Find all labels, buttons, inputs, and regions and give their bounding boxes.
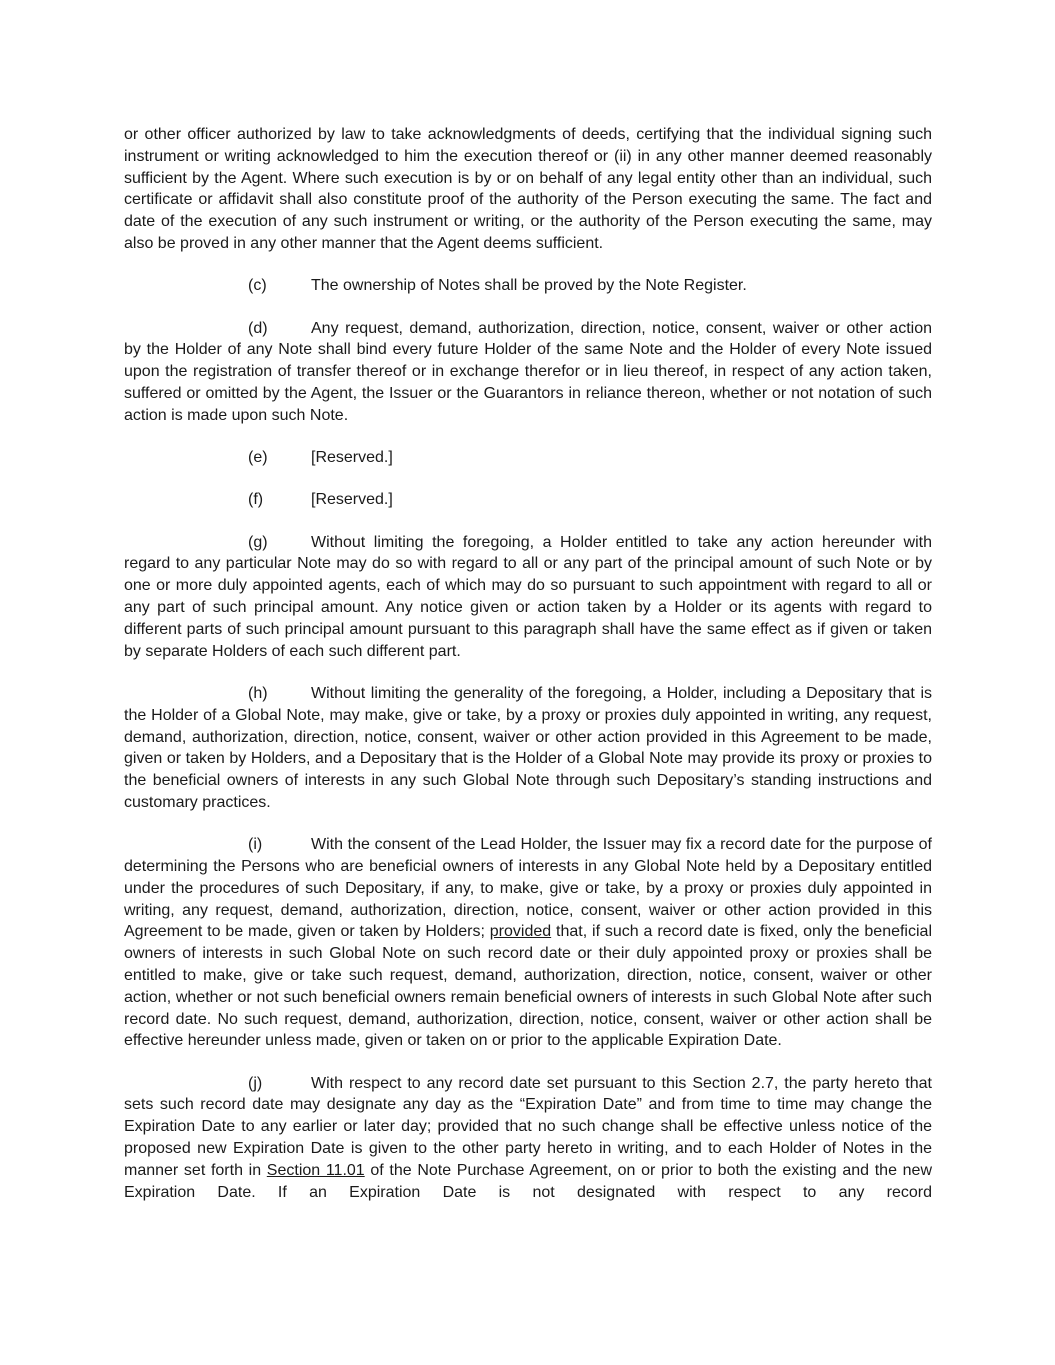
paragraph-c [124, 275, 932, 297]
item-label-e: (e) [248, 449, 268, 467]
paragraph-j [124, 1073, 932, 1204]
paragraph-h-text: Without limiting the generality of the foregoing, a Holder, including a Depositary that is the Holder of a Global Note, may make, give or take, by a proxy or proxies duly appointed in writing, any request, demand, authorization, direction, notice, consent, waiver or other action provided in this Agreement to be made, given or taken by Holders, and a Depositary that is the Holder of a Global Note may provide its proxy or proxies to the beneficial owners of interests in any such Global Note through such Depositary’s standing instructions and customary practices. [124, 684, 932, 811]
provided-underlined-term: provided [489, 923, 552, 941]
paragraph-i-text-before: With the consent of the Lead Holder, the Issuer may fix a record date for the purpose of determining the Persons who are beneficial owners of interests in any Global Note held by a Depositary entitled under the procedures of such Depositary, if any, to make, give or take, by a proxy or proxies duly appointed in writing, any request, demand, authorization, direction, notice, consent, waiver or other action provided in this Agreement to be made, given or taken by Holders; [124, 836, 932, 941]
item-label-h: (h) [248, 684, 268, 702]
item-label-i: (i) [248, 836, 263, 854]
item-label-g: (g) [248, 533, 268, 551]
paragraph-e [124, 447, 932, 469]
paragraph-j-text-before: With respect to any record date set pursuant to this Section 2.7, the party hereto that sets such record date may designate any day as the “Expiration Date” and from time to time may change the Expiration Date to any earlier or later day; provided that no such change shall be effective unless notice of the proposed new Expiration Date is given to the other party hereto in writing, and to each Holder of Notes in the manner set forth in [124, 1074, 932, 1179]
paragraph-e-text: [Reserved.] [311, 449, 393, 467]
paragraph-d [124, 318, 932, 427]
section-11-01-reference: Section 11.01 [266, 1161, 365, 1179]
paragraph-h [124, 683, 932, 814]
item-label-j: (j) [248, 1074, 263, 1092]
paragraph-f [124, 489, 932, 511]
paragraph-i-text-after: that, if such a record date is fixed, only the beneficial owners of interests in such Global Note on such record date or their duly appointed proxy or proxies shall be entitled to make, give or take such request, demand, authorization, direction, notice, consent, waiver or other action, whether or not such beneficial owners remain beneficial owners of interests in such Global Note after such record date. No such request, demand, authorization, direction, notice, consent, waiver or other action shall be effective hereunder unless made, given or taken on or prior to the applicable Expiration Date. [124, 923, 932, 1050]
paragraph-d-text: Any request, demand, authorization, direction, notice, consent, waiver or other action by the Holder of any Note shall bind every future Holder of the same Note and the Holder of every Note issued upon the registration of transfer thereof or in exchange therefor or in lieu thereof, in respect of any action taken, suffered or omitted by the Agent, the Issuer or the Guarantors in reliance thereon, whether or not notation of such action is made upon such Note. [124, 319, 932, 424]
paragraph-g [124, 532, 932, 663]
item-label-d: (d) [248, 319, 268, 337]
item-label-f: (f) [248, 491, 264, 509]
paragraph-g-text: Without limiting the foregoing, a Holder entitled to take any action hereunder with regard to any particular Note may do so with regard to all or any part of the principal amount of such Note or by one or more duly appointed agents, each of which may do so pursuant to such appointment with regard to all or any part of such principal amount. Any notice given or action taken by a Holder or its agents with regard to different parts of such principal amount pursuant to this paragraph shall have the same effect as if given or taken by separate Holders of each such different part. [124, 533, 932, 660]
paragraph-i [124, 834, 932, 1052]
paragraph-c-text: The ownership of Notes shall be proved by the Note Register. [311, 277, 747, 295]
document-page [124, 124, 932, 1224]
item-label-c: (c) [248, 277, 267, 295]
paragraph-j-text-after: of the Note Purchase Agreement, on or prior to both the existing and the new Expiration Date. If an Expiration Date is not designated with respect to any record [124, 1161, 933, 1201]
paragraph-intro: or other officer authorized by law to take acknowledgments of deeds, certifying that the individual signing such instrument or writing acknowledged to him the execution thereof or (ii) in any other manner deemed reasonably sufficient by the Agent. Where such execution is by or on behalf of any legal entity other than an individual, such certificate or affidavit shall also constitute proof of the authority of the Person executing the same. The fact and date of the execution of any such instrument or writing, or the authority of the Person executing the same, may also be proved in any other manner that the Agent deems sufficient. [124, 126, 932, 252]
paragraph-f-text: [Reserved.] [311, 491, 393, 509]
